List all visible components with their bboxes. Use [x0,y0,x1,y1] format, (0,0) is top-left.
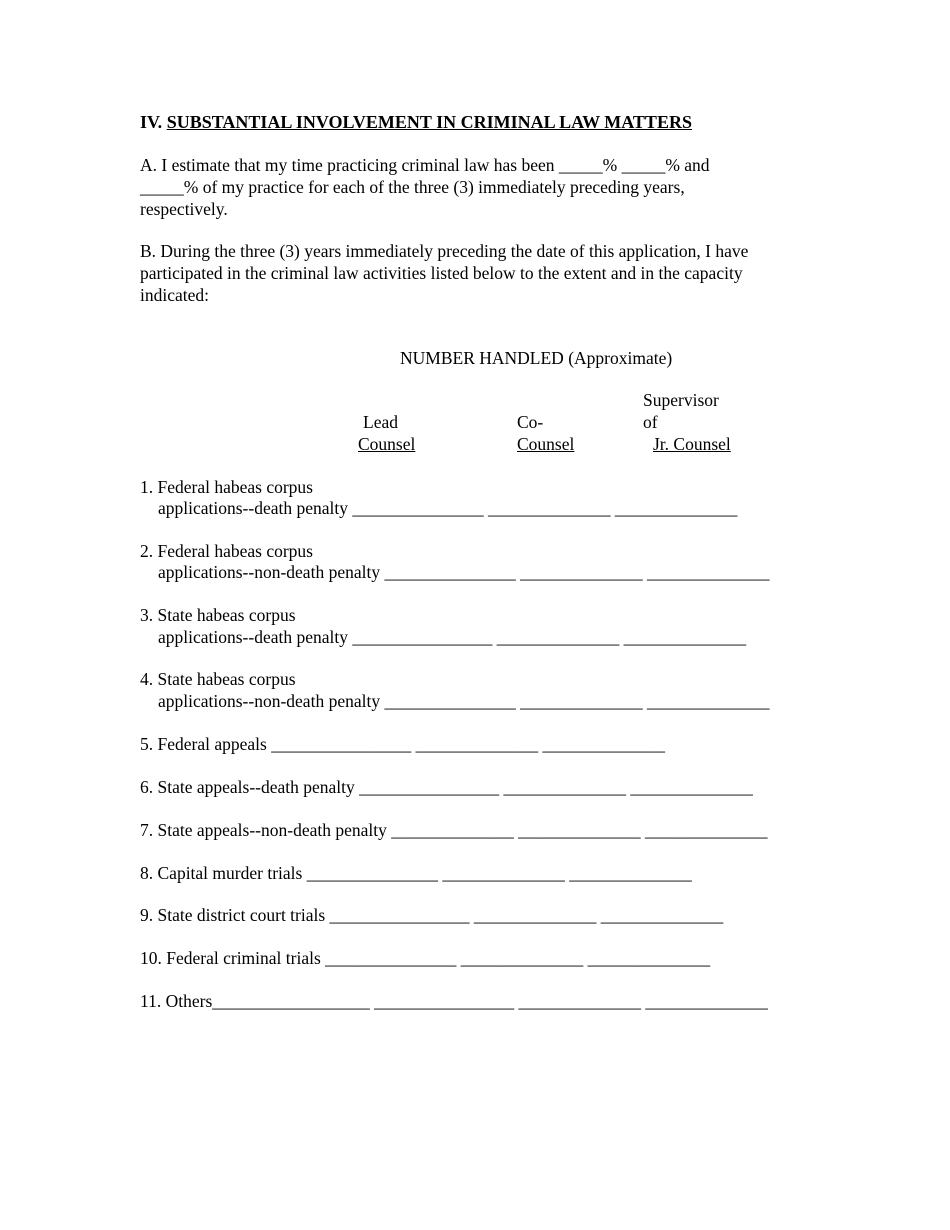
paragraph-b-line-2: participated in the criminal law activities listed below to the extent and in the capacity [140,263,743,283]
item-6-row[interactable]: 6. State appeals--death penalty ________________ ______________ ______________ [140,777,753,797]
item-9-row[interactable]: 9. State district court trials ________________ ______________ ______________ [140,905,724,925]
column-header-co-line-2: Counsel [517,434,575,454]
paragraph-b-line-3: indicated: [140,285,210,305]
column-header-lead-line-1: Lead [363,412,398,432]
section-title: SUBSTANTIAL INVOLVEMENT IN CRIMINAL LAW MATTERS [166,112,692,132]
section-number: IV. [140,112,163,132]
item-10-row[interactable]: 10. Federal criminal trials _______________ ______________ ______________ [140,948,711,968]
column-header-lead-line-2: Counsel [358,434,416,454]
paragraph-a-line-2: _____% of my practice for each of the three (3) immediately preceding years, [140,177,685,197]
paragraph-a-line-3: respectively. [140,199,228,219]
item-2-label: 2. Federal habeas corpus [140,541,313,561]
item-3-fields[interactable]: applications--death penalty ________________ ______________ ______________ [158,627,747,647]
table-title: NUMBER HANDLED (Approximate) [400,348,673,368]
column-header-supervisor-line-1: Supervisor [643,390,719,410]
item-7-row[interactable]: 7. State appeals--non-death penalty ______________ ______________ ______________ [140,820,768,840]
item-4-fields[interactable]: applications--non-death penalty _______________ ______________ ______________ [158,691,770,711]
paragraph-b-line-1: B. During the three (3) years immediately preceding the date of this application, I have [140,241,749,261]
item-3-label: 3. State habeas corpus [140,605,296,625]
section-heading [140,112,692,134]
item-5-row[interactable]: 5. Federal appeals ________________ ______________ ______________ [140,734,665,754]
item-8-row[interactable]: 8. Capital murder trials _______________ ______________ ______________ [140,863,692,883]
column-header-co-line-1: Co- [517,412,544,432]
paragraph-a-line-1: A. I estimate that my time practicing criminal law has been _____% _____% and [140,155,710,175]
item-11-row[interactable]: 11. Others__________________ ________________ ______________ ______________ [140,991,768,1011]
item-1-label: 1. Federal habeas corpus [140,477,313,497]
item-1-fields[interactable]: applications--death penalty _______________ ______________ ______________ [158,498,738,518]
column-header-supervisor-line-3: Jr. Counsel [653,434,731,454]
column-header-supervisor-line-2: of [643,412,658,432]
item-2-fields[interactable]: applications--non-death penalty _______________ ______________ ______________ [158,562,770,582]
item-4-label: 4. State habeas corpus [140,669,296,689]
